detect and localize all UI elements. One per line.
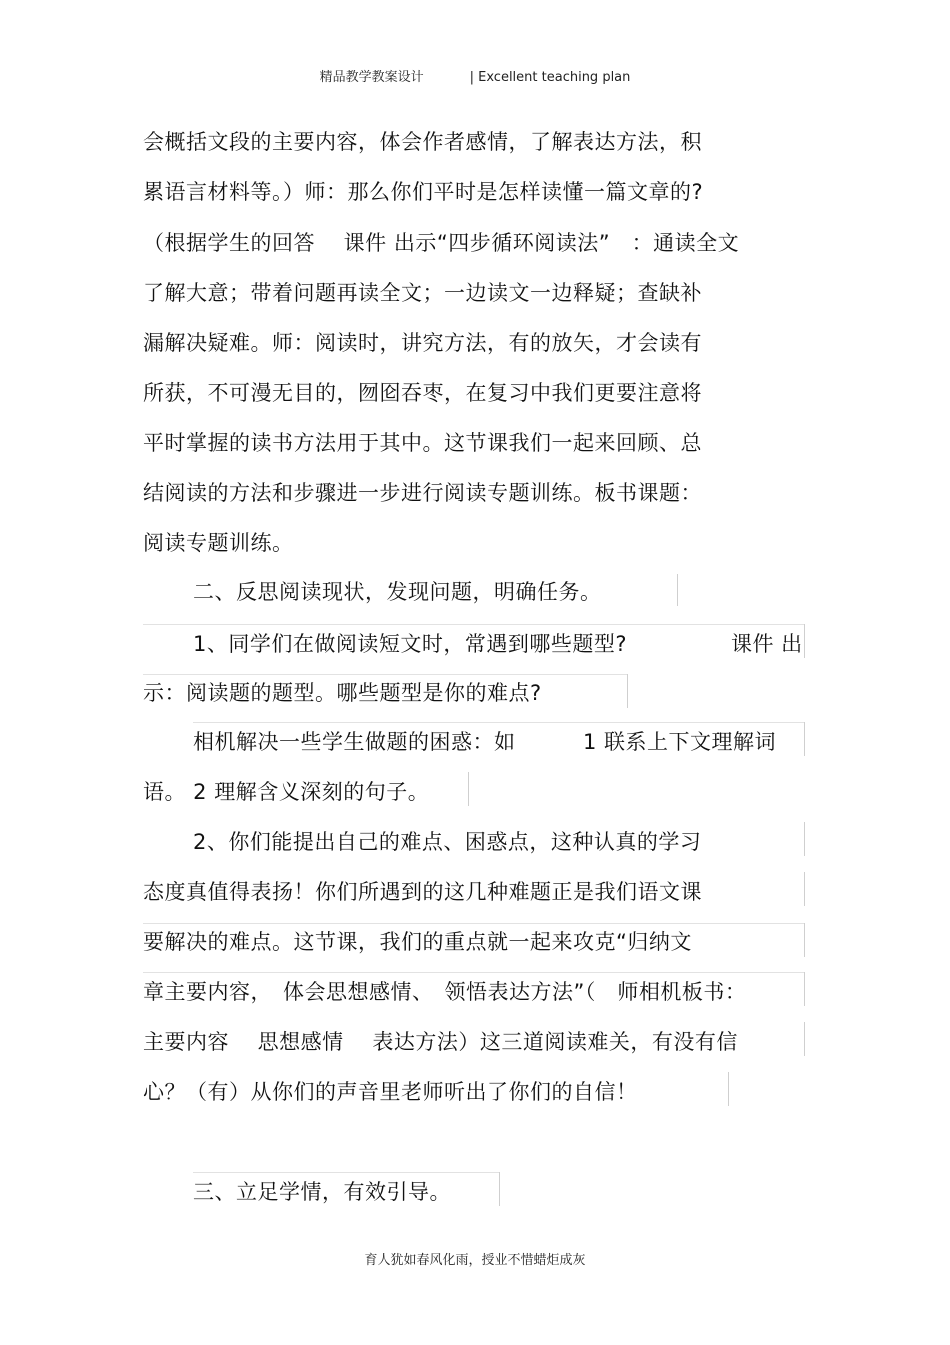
table-border xyxy=(143,972,804,973)
table-border xyxy=(143,674,627,675)
table-border xyxy=(804,822,805,856)
table-border xyxy=(804,722,805,756)
table-border xyxy=(468,772,469,806)
section-heading-2: 二、反思阅读现状，发现问题，明确任务。 xyxy=(193,580,602,604)
paragraph-line: 示：阅读题的题型。哪些题型是你的难点? xyxy=(143,681,542,705)
paragraph-line: 1、同学们在做阅读短文时，常遇到哪些题型? xyxy=(193,632,628,656)
header-title-cn: 精品教学教案设计 xyxy=(319,70,424,85)
paragraph-line: 漏解决疑难。师：阅读时，讲究方法，有的放矢，才会读有 xyxy=(143,331,702,355)
paragraph-line: 相机解决一些学生做题的困惑：如 xyxy=(193,730,516,754)
paragraph-line: 所获，不可漫无目的，囫囵吞枣，在复习中我们更要注意将 xyxy=(143,381,702,405)
paragraph-line: 累语言材料等。）师：那么你们平时是怎样读懂一篇文章的? xyxy=(143,180,704,204)
paragraph-line: 主要内容 思想感情 表达方法）这三道阅读难关，有没有信 xyxy=(143,1030,738,1054)
table-border xyxy=(804,972,805,1006)
paragraph-line: （根据学生的回答 课件 出示“四步循环阅读法” ：通读全文 xyxy=(143,231,740,255)
header-title-en: | Excellent teaching plan xyxy=(469,70,631,85)
table-border xyxy=(804,624,805,658)
paragraph-line: 章主要内容， 体会思想感情、 领悟表达方法”（ 师相机板书： xyxy=(143,980,747,1004)
paragraph-line: 会概括文段的主要内容，体会作者感情，了解表达方法，积 xyxy=(143,130,702,154)
paragraph-line: 课件 出 xyxy=(731,632,803,656)
table-border xyxy=(728,1072,729,1106)
table-border xyxy=(627,674,628,708)
table-border xyxy=(143,624,804,625)
table-border xyxy=(677,574,678,606)
paragraph-line: 态度真值得表扬！你们所遇到的这几种难题正是我们语文课 xyxy=(143,880,702,904)
table-border xyxy=(804,923,805,957)
table-border xyxy=(193,1172,499,1173)
table-border xyxy=(143,923,804,924)
table-border xyxy=(804,872,805,906)
section-heading-3: 三、立足学情，有效引导。 xyxy=(193,1180,451,1204)
paragraph-line: 语。 2 理解含义深刻的句子。 xyxy=(143,780,430,804)
paragraph-line: 1 联系上下文理解词 xyxy=(583,730,777,754)
table-border xyxy=(804,1022,805,1056)
paragraph-line: 心？（有）从你们的声音里老师听出了你们的自信！ xyxy=(143,1080,638,1104)
paragraph-line: 2、你们能提出自己的难点、困惑点，这种认真的学习 xyxy=(193,830,702,854)
paragraph-line: 平时掌握的读书方法用于其中。这节课我们一起来回顾、总 xyxy=(143,431,702,455)
paragraph-line: 了解大意；带着问题再读全文；一边读文一边释疑；查缺补 xyxy=(143,281,702,305)
table-border xyxy=(499,1172,500,1206)
paragraph-line: 阅读专题训练。 xyxy=(143,531,294,555)
paragraph-line: 要解决的难点。这节课，我们的重点就一起来攻克“归纳文 xyxy=(143,930,692,954)
paragraph-line: 结阅读的方法和步骤进一步进行阅读专题训练。板书课题： xyxy=(143,481,702,505)
table-border xyxy=(193,722,804,723)
page-footer: 育人犹如春风化雨，授业不惜蜡炬成灰 xyxy=(364,1253,586,1268)
